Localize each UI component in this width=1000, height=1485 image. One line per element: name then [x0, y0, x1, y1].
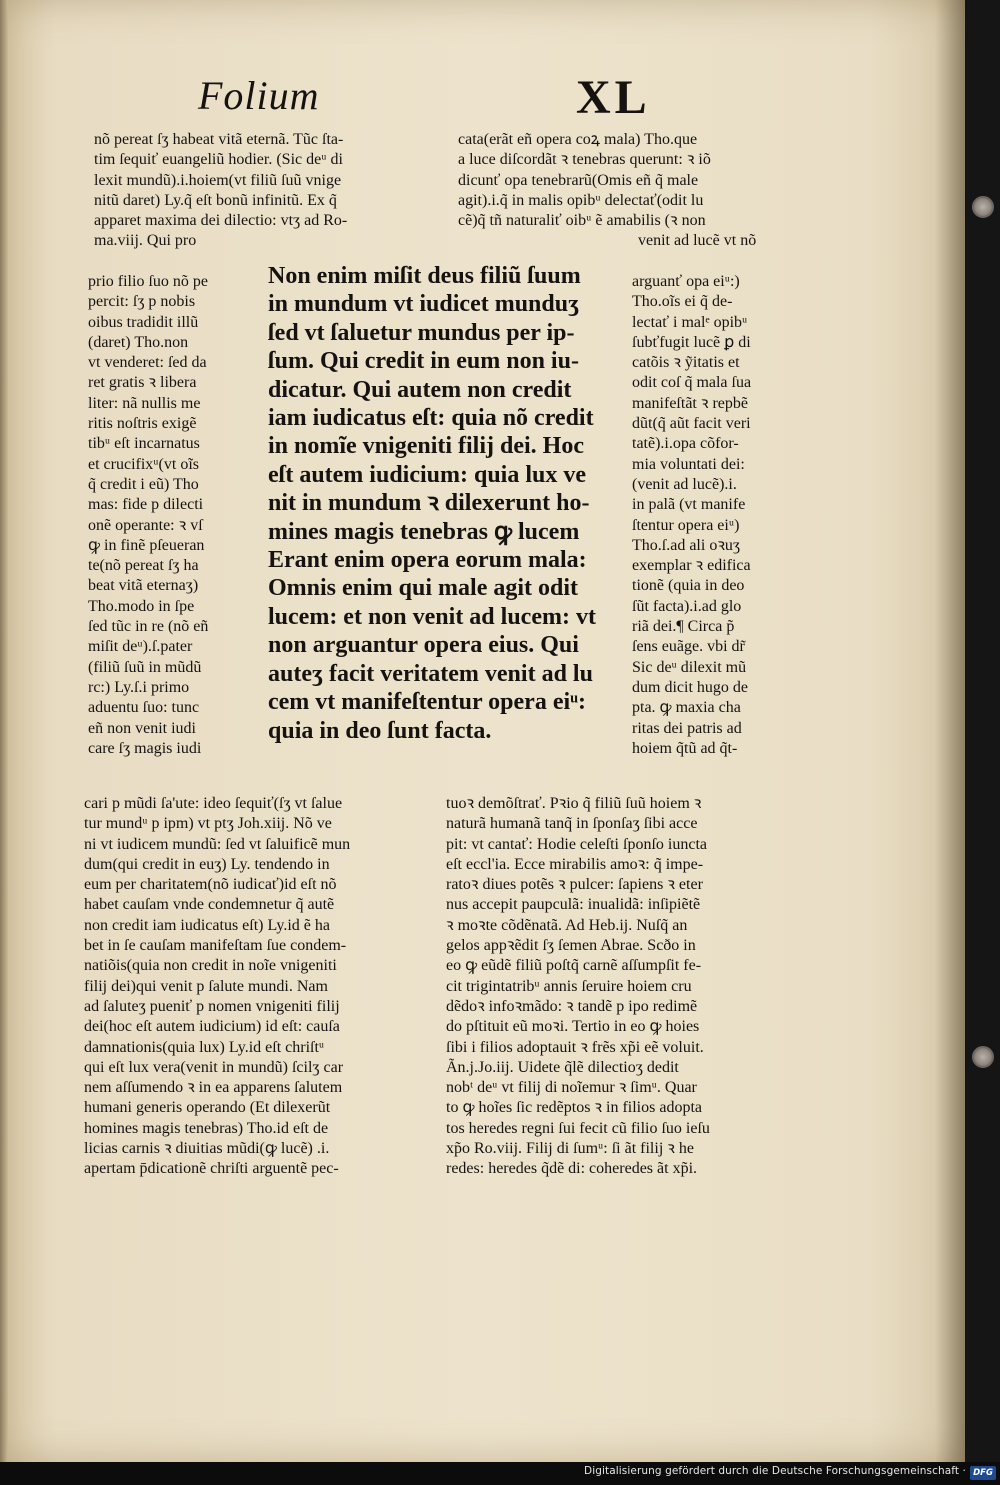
text-line: non credit iam iudicatus eſt) Ly.id ẽ ha [84, 916, 330, 934]
text-line: habet cauſam vnde condemnetur q̃ autẽ [84, 896, 335, 914]
text-line: exemplar ꝛ edifica [632, 557, 751, 575]
text-line: q̃ credit i eũ) Tho [88, 475, 199, 493]
text-line: agit).i.q̃ in malis opibᵘ delectať(odit lu [458, 191, 704, 209]
text-line: tos heredes regni ſui fecit cũ filio ſuo ieſu [446, 1119, 710, 1137]
text-line: dẽdoꝛ infoꝛmãdo: ꝛ tandẽ p ipo redimẽ [446, 997, 698, 1015]
text-line: dicatur. Qui autem non credit [268, 376, 572, 403]
funding-credit: Digitalisierung gefördert durch die Deutsche Forschungsgemeinschaft · [584, 1465, 966, 1477]
text-line: in nomĩe vnigeniti filij dei. Hoc [268, 433, 584, 460]
commentary-middle-right [632, 272, 802, 759]
text-line: to ꝙ hoĩes ſic redẽptos ꝛ in filios adopta [446, 1099, 702, 1117]
text-line: Non enim miſit deus filiũ ſuum [268, 263, 581, 289]
text-line: homines magis tenebras) Tho.id eſt de [84, 1119, 329, 1137]
text-line: ſed vt ſaluetur mundus per ip- [268, 319, 575, 346]
text-line: arguanť opa eiᵘ:) [632, 273, 740, 290]
text-line: lectať i malᵉ opibᵘ [632, 313, 748, 331]
text-line: odit coſ q̃ mala ſua [632, 374, 752, 392]
text-line: Tho.modo in ſpe [88, 597, 195, 615]
text-line: nitũ daret) Ly.q̃ eſt bonũ infinitũ. Ex q̃ [94, 191, 337, 209]
text-line: non arguantur opera eius. Qui [268, 632, 579, 659]
text-line: rc:) Ly.ſ.i primo [88, 678, 190, 696]
text-line: humani generis operando (Et dilexerũt [84, 1099, 331, 1117]
text-line: Erant enim opera eorum mala: [268, 547, 587, 574]
text-line: tuoꝛ demõſtrať. Pꝛio q̃ filiũ ſuũ hoiem ꝛ [446, 795, 702, 812]
text-line: xp̃o Ro.viij. Filij di ſumᵘ: ſi ãt filij ꝛ he [446, 1140, 694, 1158]
text-line: mines magis tenebras ꝙ lucem [268, 518, 580, 545]
text-line: ſed tũc in re (nõ eñ [88, 618, 209, 636]
text-line: miſit deᵘ).ſ.pater [88, 638, 193, 656]
commentary-top-right [458, 130, 798, 252]
text-line: in palã (vt manife [632, 496, 746, 514]
text-line: mia voluntati dei: [632, 455, 745, 473]
text-line: hoiem q̃tũ ad q̃t- [632, 739, 738, 757]
text-line: tim ſequiť euangeliũ hodier. (Sic deᵘ di [94, 151, 343, 169]
text-line: cẽ)q̃ tñ naturaliť oibᵘ ẽ amabilis (ꝛ non [458, 212, 706, 230]
text-line: eſt eccl'ia. Ecce mirabilis amoꝛ: q̃ impe- [446, 855, 704, 873]
dfg-logo-icon: DFG [970, 1466, 996, 1480]
text-line: pit: vt cantať: Hodie celeſti ſponſo iuncta [446, 835, 707, 853]
text-line: eſt autem iudicium: quia lux ve [268, 461, 587, 488]
text-line: auteʒ facit veritatem venit ad lu [268, 660, 593, 687]
text-line: cit trigintatribᵘ annis ſeruire hoiem cru [446, 977, 692, 995]
text-line: cari p mũdi ſa'ute: ideo ſequiť(ſʒ vt ſalue [84, 795, 343, 812]
text-line: Omnis enim qui male agit odit [268, 575, 579, 602]
text-line: ſum. Qui credit in eum non iu- [268, 348, 579, 375]
text-line: ma.viij. Qui pro [94, 232, 197, 250]
text-line: ad ſaluteʒ pueniť p nomen vnigeniti filij [84, 997, 340, 1015]
text-line: ꝛ moꝛte cõdẽnatã. Ad Heb.ij. Nuſq̃ an [446, 916, 688, 934]
text-line: percit: ſʒ p nobis [88, 293, 196, 311]
binding-clip-icon [972, 196, 994, 218]
gospel-main-text [268, 262, 596, 745]
text-line: oibus tradidit illũ [88, 313, 199, 331]
text-line: tibᵘ eſt incarnatus [88, 435, 200, 453]
commentary-middle-left [88, 272, 248, 759]
text-line: (daret) Tho.non [88, 333, 189, 351]
text-line: ſtentur opera eiᵘ) [632, 516, 740, 534]
text-line: ſũt facta).i.ad glo [632, 597, 742, 615]
text-line: ni vt iudicem mundũ: ſed vt ſaluificẽ mun [84, 835, 351, 853]
folium-header: Folium [198, 73, 320, 118]
text-line: aduentu ſuo: tunc [88, 699, 200, 717]
text-line: venit ad lucẽ vt nõ [638, 232, 757, 250]
text-line: lexit mundũ).i.hoiem(vt filiũ ſuũ vnige [94, 171, 342, 189]
text-line: in mundum vt iudicet munduʒ [268, 291, 580, 318]
text-line: damnationis(quia lux) Ly.id eſt chriſtᵘ [84, 1038, 325, 1056]
text-line: ſens euãge. vbi dr̃ [632, 638, 745, 656]
spine-shadow [935, 0, 965, 1462]
text-line: quia in deo ſunt facta. [268, 717, 492, 744]
text-line: ret gratis ꝛ libera [88, 374, 197, 392]
commentary-top-left [94, 130, 434, 252]
text-line: nus accepit paupculã: inualidã: inſipiẽtẽ [446, 896, 701, 914]
text-line: (venit ad lucẽ).i. [632, 475, 737, 493]
text-line: Tho.oĩs ei q̃ de- [632, 293, 733, 311]
text-line: mas: fide p dilecti [88, 496, 204, 514]
text-line: nõ pereat ſʒ habeat vitã eternã. Tũc ſta- [94, 131, 344, 148]
text-line: (filiũ ſuũ in mũdũ [88, 658, 202, 676]
text-line: nit in mundum ꝛ dilexerunt ho- [268, 490, 590, 517]
text-line: redes: heredes q̃dẽ di: coheredes ãt xp̃i. [446, 1160, 698, 1178]
page-edge [0, 0, 8, 1462]
text-line: ſibi i filios adoptauit ꝛ frẽs xp̃i eẽ voluit. [446, 1038, 704, 1056]
text-line: eñ non venit iudi [88, 719, 196, 737]
text-line: natiõis(quia non credit in noĩe vnigeniti [84, 957, 337, 975]
text-line: et crucifixᵘ(vt oĩs [88, 455, 199, 473]
text-line: dum(qui credit in euʒ) Ly. tendendo in [84, 855, 330, 873]
text-line: cata(erãt eñ opera coꝝ mala) Tho.que [458, 131, 698, 148]
text-line: licias carnis ꝛ diuitias mũdi(ꝙ lucẽ) .i. [84, 1140, 330, 1158]
text-line: eum per charitatem(nõ iudicať)id eſt nõ [84, 876, 337, 894]
text-line: dei(hoc eſt autem iudicium) id eſt: cauſa [84, 1018, 340, 1036]
text-line: iam iudicatus eſt: quia nõ credit [268, 405, 594, 432]
text-line: apertam p̄dicationẽ chriſti arguentẽ pec- [84, 1160, 339, 1178]
text-line: ritas dei patris ad [632, 719, 742, 737]
text-line: riã dei.¶ Circa p̃ [632, 618, 735, 636]
text-line: apparet maxima dei dilectio: vtʒ ad Ro- [94, 212, 348, 230]
text-line: pta. ꝙ maxia cha [632, 699, 741, 717]
text-line: beat vitã eternaʒ) [88, 577, 199, 595]
folio-number: XL [576, 71, 651, 124]
text-line: care ſʒ magis iudi [88, 739, 202, 757]
text-line: manifeſtãt ꝛ repbẽ [632, 394, 748, 412]
text-line: lucem: et non venit ad lucem: vt [268, 603, 596, 630]
text-line: Sic deᵘ dilexit mũ [632, 658, 747, 676]
text-line: liter: nã nullis me [88, 394, 201, 412]
text-line: prio filio ſuo nõ pe [88, 273, 208, 290]
text-line: qui eſt lux vera(venit in mundũ) ſcilʒ car [84, 1058, 344, 1076]
text-line: bet in ſe cauſam manifeſtam ſue condem- [84, 937, 347, 955]
commentary-bottom-left [84, 794, 434, 1180]
text-line: dũt(q̃ aũt facit veri [632, 415, 751, 433]
commentary-bottom-right [446, 794, 796, 1180]
text-line: vt venderet: ſed da [88, 354, 207, 372]
footer-bar [0, 1462, 1000, 1485]
text-line: onẽ operante: ꝛ vſ [88, 516, 203, 534]
text-line: tur mundᵘ p ipm) vt ptʒ Joh.xiij. Nõ ve [84, 815, 332, 833]
text-line: ſubťfugit lucẽ ꝑ di [632, 333, 751, 351]
text-line: a luce diſcordãt ꝛ tenebras querunt: ꝛ iõ [458, 151, 711, 169]
text-line: nobᵗ deᵘ vt filij di noĩemur ꝛ ſimᵘ. Quar [446, 1079, 697, 1097]
text-line: filij dei)qui venit p ſalute mundi. Nam [84, 977, 328, 995]
text-line: Ãn.j.Jo.iij. Uidete q̃lẽ dilectioʒ dedit [446, 1058, 679, 1076]
text-line: catõis ꝛ ỹitatis et [632, 354, 740, 372]
text-line: dum dicit hugo de [632, 678, 748, 696]
text-line: tatẽ).i.opa cõfor- [632, 435, 739, 453]
text-line: Tho.ſ.ad ali oꝛuʒ [632, 536, 740, 554]
text-line: ratoꝛ diues potẽs ꝛ pulcer: ſapiens ꝛ eter [446, 876, 703, 894]
text-line: gelos appꝛẽdit ſʒ ſemen Abrae. Scðo in [446, 937, 696, 955]
text-line: cem vt manifeſtentur opera eiᵘ: [268, 689, 586, 716]
text-line: ꝙ in finẽ pſeueran [88, 536, 205, 554]
text-line: naturã humanã tanq̃ in ſponſaʒ ſibi acce [446, 815, 698, 833]
text-line: nem aſſumendo ꝛ in ea apparens ſalutem [84, 1079, 343, 1097]
text-line: dicunť opa tenebrarũ(Omis eñ q̃ male [458, 171, 699, 189]
text-line: tionẽ (quia in deo [632, 577, 745, 595]
text-line: do pſtituit eũ moꝛi. Tertio in eo ꝙ hoies [446, 1018, 700, 1036]
text-line: eo ꝙ eũdẽ filiũ poſtq̃ carnẽ aſſumpſit fe- [446, 957, 702, 975]
text-line: ritis noſtris exigẽ [88, 415, 197, 433]
text-line: te(nõ pereat ſʒ ha [88, 557, 199, 575]
binding-clip-icon [972, 1046, 994, 1068]
